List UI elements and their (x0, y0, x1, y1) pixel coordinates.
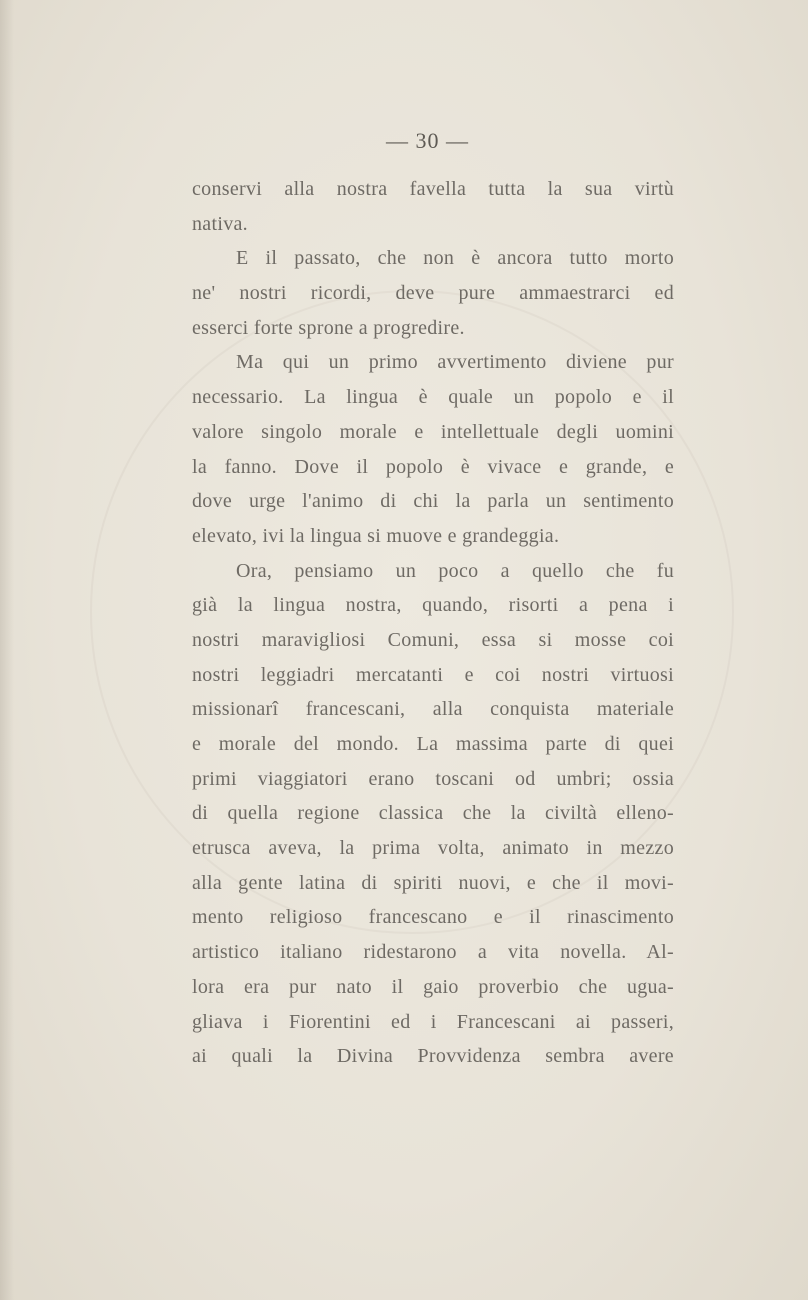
text-line: nostri maravigliosi Comuni, essa si mosse coi (192, 628, 674, 651)
page-number: — 30 — (386, 128, 469, 153)
text-line: alla gente latina di spiriti nuovi, e che il movi- (192, 871, 674, 894)
text-line: nostri leggiadri mercatanti e coi nostri virtuosi (192, 663, 674, 686)
text-line: mento religioso francescano e il rinascimento (192, 906, 674, 929)
text-line: artistico italiano ridestarono a vita novella. Al- (192, 941, 674, 964)
text-line: lora era pur nato il gaio proverbio che ugua- (192, 975, 674, 998)
text-line: valore singolo morale e intellettuale degli uomini (192, 420, 674, 443)
text-line: nativa. (192, 212, 248, 235)
text-line: ne' nostri ricordi, deve pure ammaestrarci ed (192, 282, 674, 305)
text-line: conservi alla nostra favella tutta la sua virtù (192, 178, 674, 200)
text-line: Ora, pensiamo un poco a quello che fu (236, 559, 674, 582)
text-line: dove urge l'animo di chi la parla un sentimento (192, 490, 674, 513)
text-line: e morale del mondo. La massima parte di quei (192, 733, 674, 755)
text-line: necessario. La lingua è quale un popolo e il (192, 386, 674, 409)
text-line: primi viaggiatori erano toscani od umbri; ossia (192, 767, 674, 790)
text-line: missionarî francescani, alla conquista materiale (192, 698, 674, 721)
text-line: E il passato, che non è ancora tutto morto (236, 247, 674, 270)
text-line: Ma qui un primo avvertimento diviene pur (236, 351, 674, 374)
body-text (192, 172, 674, 1074)
text-line: elevato, ivi la lingua si muove e grandeggia. (192, 524, 560, 547)
text-line: già la lingua nostra, quando, risorti a pena i (192, 594, 674, 617)
text-line: etrusca aveva, la prima volta, animato in mezzo (192, 837, 674, 860)
text-line: esserci forte sprone a progredire. (192, 316, 465, 339)
text-line: gliava i Fiorentini ed i Francescani ai passeri, (192, 1010, 674, 1033)
text-line: di quella regione classica che la civiltà elleno- (192, 802, 674, 825)
text-line: ai quali la Divina Provvidenza sembra avere (192, 1045, 674, 1068)
text-line: la fanno. Dove il popolo è vivace e grande, e (192, 455, 674, 478)
